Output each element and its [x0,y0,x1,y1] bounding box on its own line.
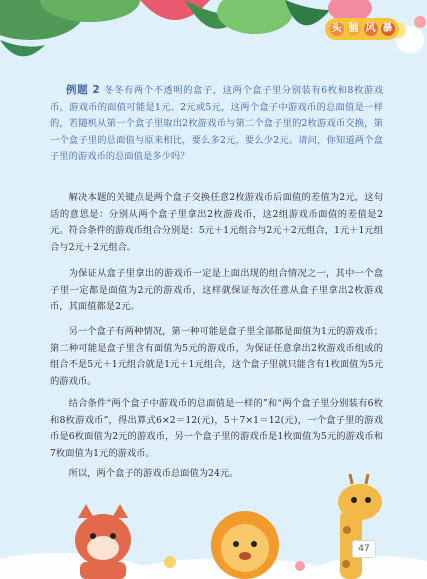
badge-char: 脑 [348,23,359,34]
solution-conclusion: 所以，两个盒子的游戏币总面值为24元。 [68,468,239,479]
problem-text: 冬冬有两个不透明的盒子，这两个盒子里分别装有6枚和8枚游戏币，游戏币的面值可能是1元、2元或5元，这两个盒子中游戏币的总面值是一样的，若随机从第一个盒子里取出2枚游戏币与第二个盒子里的2枚游戏币交换，第一个盒子里的总面值与原来相比，要么多2元，要么少2元。请问，你知道两个盒子里的游戏币的总面值是多少吗？ [50,85,383,162]
problem-statement [50,82,383,166]
problem-title: 例题 2 [66,84,100,96]
solution-paragraph: 结合条件“两个盒子中游戏币的总面值是一样的”和“两个盒子里分别装有6枚和8枚游戏币”，得出算式6×2＝12(元)，5＋7×1＝12(元)，一个盒子里的游戏币是6枚面值为2元的游戏币，另一个盒子里的游戏币是1枚面值为5元的游戏币和7枚面值为1元的游戏币。 [50,398,383,459]
badge-char: 风 [365,23,376,34]
cartoon-animals-decoration [0,470,427,579]
solution-paragraph: 为保证从盒子里拿出的游戏币一定是上面出现的组合情况之一，其中一个盒子里一定都是面值为2元的游戏币，这样就保证每次任意从盒子里拿出2枚游戏币，其面值都是2元。 [50,268,383,312]
solution-paragraph: 解决本题的关键点是两个盒子交换任意2枚游戏币后面值的差值为2元，这句话的意思是：分别从两个盒子里拿出2枚游戏币，这2组游戏币面值的差值是2元。符合条件的游戏币组合分别是：5元＋1元组合与2元＋2元组合，1元＋1元组合与2元＋2元组合。 [50,192,383,253]
badge-char: 头 [331,23,342,34]
lion-icon [211,511,279,579]
section-badge [325,18,399,40]
badge-char: 暴 [382,23,393,34]
page-number: 47 [352,540,376,558]
foliage-decoration [0,0,427,80]
cat-icon [75,504,131,579]
solution-paragraph: 另一个盒子有两种情况，第一种可能是盒子里全部都是面值为1元的游戏币；第二种可能是盒子里含有面值为5元的游戏币，为保证任意拿出2枚游戏币组成的组合不是5元＋1元组合就是1元＋1元组合，这个盒子里就只能含有1枚面值为5元的游戏币。 [50,326,383,387]
